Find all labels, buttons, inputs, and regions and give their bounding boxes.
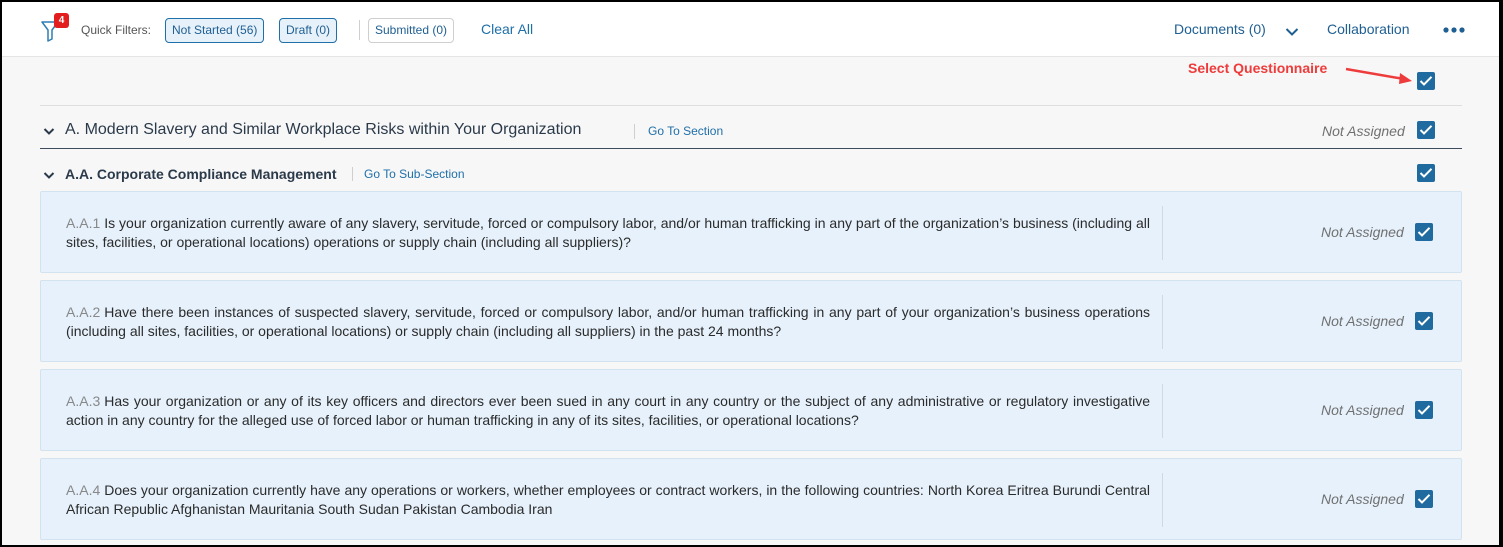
question-checkbox[interactable] [1415,223,1433,241]
question-card[interactable] [40,458,1462,540]
checkmark-icon [1419,75,1433,87]
question-status: Not Assigned [1321,224,1404,240]
questionnaire-window [2,2,1499,545]
section-title-divider [634,124,635,139]
section-divider [40,148,1462,149]
question-text [66,392,1150,430]
question-text [66,214,1150,252]
filter-button[interactable] [41,15,65,44]
question-text [66,303,1150,341]
toolbar [2,2,1499,57]
question-checkbox[interactable] [1415,401,1433,419]
section-checkbox[interactable] [1417,121,1435,139]
section-status: Not Assigned [1322,123,1405,139]
filter-chip-draft[interactable]: Draft (0) [279,18,337,43]
checkmark-icon [1419,124,1433,136]
chip-divider [359,20,360,40]
filter-chip-submitted[interactable]: Submitted (0) [368,18,454,43]
card-divider [1162,295,1163,349]
select-questionnaire-checkbox[interactable] [1417,72,1435,90]
clear-all-link[interactable]: Clear All [481,21,534,37]
question-number: A.A.1 [66,215,101,231]
checkmark-icon [1417,315,1431,327]
subsection-title: A.A. Corporate Compliance Management [65,166,337,182]
question-status: Not Assigned [1321,402,1404,418]
chevron-down-icon[interactable] [1285,24,1299,42]
divider [40,105,1462,106]
question-checkbox[interactable] [1415,312,1433,330]
checkmark-icon [1419,167,1433,179]
question-body: Has your organization or any of its key officers and directors ever been sued in any court in any country or the subject of any administrative or regulatory investigative action in any country for the alleged use of forced labor or human trafficking in any of its sites, facilities, or operational locations? [66,393,1150,428]
subsection-checkbox[interactable] [1417,164,1435,182]
question-card[interactable] [40,280,1462,362]
section-collapse-chevron-icon[interactable] [43,123,55,141]
checkmark-icon [1417,226,1431,238]
card-divider [1162,473,1163,527]
section-title: A. Modern Slavery and Similar Workplace Risks within Your Organization [65,121,582,138]
question-body: Does your organization currently have any operations or workers, whether employees or contract workers, in the following countries: North Korea Eritrea Burundi Central African Republic Afghanistan Mauritania South Sudan Pakistan Cambodia Iran [66,482,1150,517]
annotation-label: Select Questionnaire [1188,60,1328,76]
card-divider [1162,206,1163,260]
question-checkbox[interactable] [1415,490,1433,508]
more-options-icon[interactable] [1442,22,1466,40]
collaboration-button[interactable]: Collaboration [1327,21,1410,37]
documents-button[interactable]: Documents (0) [1174,21,1266,37]
card-divider [1162,384,1163,438]
question-status: Not Assigned [1321,313,1404,329]
question-body: Have there been instances of suspected slavery, servitude, forced or compulsory labor, and/or human trafficking in any part of your organization’s business operations (including all sites, facilities, or operational locations) or supply chain (including all suppliers) in the past 24 months? [66,304,1150,339]
checkmark-icon [1417,404,1431,416]
annotation-arrow-icon [1342,64,1414,86]
question-status: Not Assigned [1321,491,1404,507]
subsection-title-divider [352,167,353,181]
question-card[interactable] [40,191,1462,273]
checkmark-icon [1417,493,1431,505]
filter-chip-not-started[interactable]: Not Started (56) [165,18,264,43]
quick-filters-label: Quick Filters: [81,23,152,37]
question-number: A.A.3 [66,393,101,409]
subsection-collapse-chevron-icon[interactable] [43,167,55,185]
question-number: A.A.2 [66,304,101,320]
question-number: A.A.4 [66,482,101,498]
question-text [66,481,1150,519]
go-to-section-link[interactable]: Go To Section [648,124,724,138]
go-to-subsection-link[interactable]: Go To Sub-Section [364,167,465,181]
question-body: Is your organization currently aware of any slavery, servitude, forced or compulsory labor, and/or human trafficking in any part of the organization’s business (including all sites, facilities, or operational locations) operations or supply chain (including all suppliers)? [66,215,1150,250]
filter-count-badge: 4 [54,13,69,28]
question-card[interactable] [40,369,1462,451]
